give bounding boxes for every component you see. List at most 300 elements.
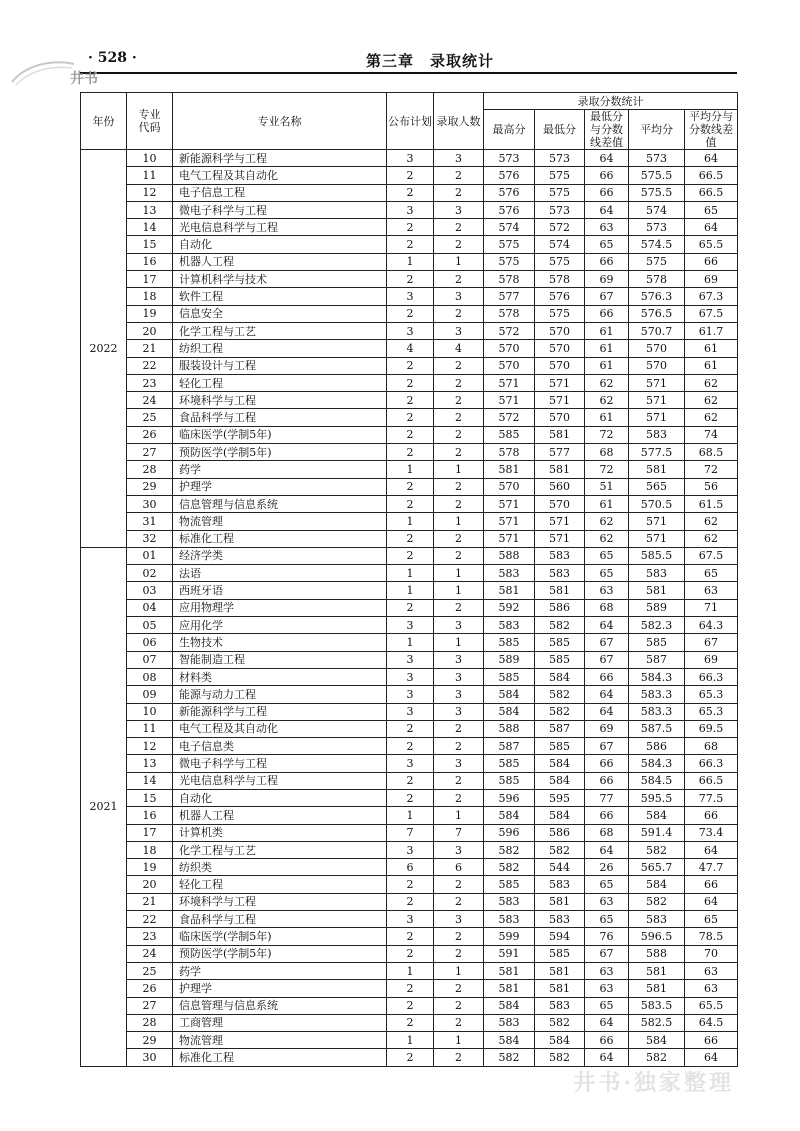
plan-cell: 2 xyxy=(387,772,434,789)
table-row xyxy=(81,997,738,1014)
avg-score-cell: 582 xyxy=(629,1049,685,1066)
avg-diff-cell: 66 xyxy=(685,1032,738,1049)
min-score-cell: 573 xyxy=(535,150,585,167)
code-cell: 20 xyxy=(127,322,173,339)
max-score-cell: 596 xyxy=(484,824,535,841)
min-score-cell: 582 xyxy=(535,1014,585,1031)
code-cell: 16 xyxy=(127,807,173,824)
min-score-cell: 586 xyxy=(535,599,585,616)
admitted-cell: 2 xyxy=(434,530,484,547)
avg-diff-cell: 65.3 xyxy=(685,686,738,703)
code-cell: 26 xyxy=(127,980,173,997)
plan-cell: 3 xyxy=(387,288,434,305)
admitted-cell: 2 xyxy=(434,392,484,409)
plan-cell: 2 xyxy=(387,495,434,512)
min-diff-cell: 61 xyxy=(585,495,629,512)
plan-cell: 2 xyxy=(387,599,434,616)
code-cell: 25 xyxy=(127,962,173,979)
name-cell: 轻化工程 xyxy=(173,374,387,391)
table-row xyxy=(81,150,738,167)
plan-cell: 3 xyxy=(387,322,434,339)
min-diff-cell: 26 xyxy=(585,859,629,876)
name-cell: 物流管理 xyxy=(173,1032,387,1049)
plan-cell: 3 xyxy=(387,755,434,772)
avg-diff-cell: 73.4 xyxy=(685,824,738,841)
name-cell: 材料类 xyxy=(173,668,387,685)
avg-score-cell: 571 xyxy=(629,392,685,409)
plan-cell: 2 xyxy=(387,271,434,288)
name-cell: 能源与动力工程 xyxy=(173,686,387,703)
min-diff-cell: 63 xyxy=(585,582,629,599)
code-cell: 24 xyxy=(127,945,173,962)
name-cell: 新能源科学与工程 xyxy=(173,150,387,167)
min-diff-cell: 64 xyxy=(585,617,629,634)
code-cell: 21 xyxy=(127,893,173,910)
plan-cell: 1 xyxy=(387,565,434,582)
code-cell: 18 xyxy=(127,841,173,858)
min-score-cell: 584 xyxy=(535,772,585,789)
code-cell: 14 xyxy=(127,772,173,789)
table-row xyxy=(81,928,738,945)
max-score-cell: 582 xyxy=(484,859,535,876)
max-score-cell: 575 xyxy=(484,253,535,270)
avg-score-cell: 583 xyxy=(629,911,685,928)
avg-score-cell: 575.5 xyxy=(629,184,685,201)
plan-cell: 2 xyxy=(387,219,434,236)
min-diff-cell: 66 xyxy=(585,772,629,789)
max-score-cell: 573 xyxy=(484,150,535,167)
min-score-cell: 581 xyxy=(535,893,585,910)
admitted-cell: 1 xyxy=(434,962,484,979)
avg-diff-cell: 63 xyxy=(685,980,738,997)
table-row xyxy=(81,841,738,858)
plan-cell: 2 xyxy=(387,997,434,1014)
table-row xyxy=(81,374,738,391)
avg-score-cell: 591.4 xyxy=(629,824,685,841)
table-row xyxy=(81,288,738,305)
admitted-cell: 1 xyxy=(434,1032,484,1049)
avg-diff-cell: 61 xyxy=(685,340,738,357)
avg-diff-cell: 65 xyxy=(685,201,738,218)
code-cell: 11 xyxy=(127,167,173,184)
max-score-cell: 581 xyxy=(484,962,535,979)
avg-score-cell: 595.5 xyxy=(629,789,685,806)
max-score-cell: 576 xyxy=(484,184,535,201)
header-name: 专业名称 xyxy=(173,93,387,150)
min-diff-cell: 65 xyxy=(585,236,629,253)
code-cell: 22 xyxy=(127,911,173,928)
name-cell: 环境科学与工程 xyxy=(173,392,387,409)
avg-score-cell: 573 xyxy=(629,150,685,167)
min-score-cell: 586 xyxy=(535,824,585,841)
code-cell: 06 xyxy=(127,634,173,651)
admitted-cell: 2 xyxy=(434,236,484,253)
plan-cell: 2 xyxy=(387,357,434,374)
name-cell: 微电子科学与工程 xyxy=(173,201,387,218)
avg-score-cell: 570.7 xyxy=(629,322,685,339)
max-score-cell: 574 xyxy=(484,219,535,236)
code-cell: 30 xyxy=(127,1049,173,1066)
admitted-cell: 3 xyxy=(434,911,484,928)
avg-score-cell: 570 xyxy=(629,340,685,357)
name-cell: 预防医学(学制5年) xyxy=(173,945,387,962)
avg-score-cell: 582 xyxy=(629,841,685,858)
avg-score-cell: 583.3 xyxy=(629,703,685,720)
max-score-cell: 584 xyxy=(484,807,535,824)
avg-diff-cell: 64.3 xyxy=(685,617,738,634)
name-cell: 工商管理 xyxy=(173,1014,387,1031)
min-score-cell: 581 xyxy=(535,426,585,443)
plan-cell: 2 xyxy=(387,876,434,893)
max-score-cell: 570 xyxy=(484,357,535,374)
min-score-cell: 584 xyxy=(535,1032,585,1049)
table-row xyxy=(81,824,738,841)
page-number: · 528 · xyxy=(88,50,137,66)
table-row xyxy=(81,807,738,824)
avg-diff-cell: 66.3 xyxy=(685,755,738,772)
table-row xyxy=(81,651,738,668)
table-row xyxy=(81,444,738,461)
avg-diff-cell: 65 xyxy=(685,565,738,582)
avg-score-cell: 584.3 xyxy=(629,668,685,685)
admitted-cell: 6 xyxy=(434,859,484,876)
avg-diff-cell: 66.5 xyxy=(685,167,738,184)
avg-score-cell: 582.5 xyxy=(629,1014,685,1031)
max-score-cell: 596 xyxy=(484,789,535,806)
max-score-cell: 583 xyxy=(484,565,535,582)
name-cell: 环境科学与工程 xyxy=(173,893,387,910)
table-row xyxy=(81,271,738,288)
avg-diff-cell: 69 xyxy=(685,271,738,288)
code-cell: 26 xyxy=(127,426,173,443)
table-row xyxy=(81,219,738,236)
plan-cell: 1 xyxy=(387,807,434,824)
plan-cell: 2 xyxy=(387,928,434,945)
table-row xyxy=(81,478,738,495)
avg-diff-cell: 62 xyxy=(685,513,738,530)
admission-statistics-table xyxy=(80,92,738,1067)
name-cell: 西班牙语 xyxy=(173,582,387,599)
min-diff-cell: 76 xyxy=(585,928,629,945)
max-score-cell: 575 xyxy=(484,236,535,253)
code-cell: 21 xyxy=(127,340,173,357)
code-cell: 29 xyxy=(127,1032,173,1049)
avg-diff-cell: 62 xyxy=(685,392,738,409)
code-cell: 22 xyxy=(127,357,173,374)
min-diff-cell: 64 xyxy=(585,150,629,167)
code-cell: 19 xyxy=(127,305,173,322)
max-score-cell: 571 xyxy=(484,513,535,530)
min-diff-cell: 62 xyxy=(585,530,629,547)
table-row xyxy=(81,720,738,737)
code-cell: 11 xyxy=(127,720,173,737)
header-plan: 公布计划 xyxy=(387,93,434,150)
avg-score-cell: 583 xyxy=(629,426,685,443)
min-score-cell: 570 xyxy=(535,322,585,339)
avg-score-cell: 584.3 xyxy=(629,755,685,772)
table-row xyxy=(81,201,738,218)
table-row xyxy=(81,513,738,530)
max-score-cell: 584 xyxy=(484,686,535,703)
plan-cell: 2 xyxy=(387,1049,434,1066)
plan-cell: 2 xyxy=(387,184,434,201)
avg-diff-cell: 77.5 xyxy=(685,789,738,806)
name-cell: 生物技术 xyxy=(173,634,387,651)
avg-score-cell: 570.5 xyxy=(629,495,685,512)
max-score-cell: 581 xyxy=(484,461,535,478)
name-cell: 电气工程及其自动化 xyxy=(173,167,387,184)
min-diff-cell: 67 xyxy=(585,738,629,755)
plan-cell: 1 xyxy=(387,634,434,651)
admitted-cell: 2 xyxy=(434,495,484,512)
avg-diff-cell: 62 xyxy=(685,530,738,547)
max-score-cell: 571 xyxy=(484,495,535,512)
table-row xyxy=(81,392,738,409)
min-score-cell: 577 xyxy=(535,444,585,461)
max-score-cell: 588 xyxy=(484,547,535,564)
plan-cell: 3 xyxy=(387,686,434,703)
name-cell: 微电子科学与工程 xyxy=(173,755,387,772)
avg-diff-cell: 72 xyxy=(685,461,738,478)
plan-cell: 2 xyxy=(387,789,434,806)
avg-score-cell: 581 xyxy=(629,962,685,979)
name-cell: 法语 xyxy=(173,565,387,582)
min-diff-cell: 63 xyxy=(585,219,629,236)
code-cell: 32 xyxy=(127,530,173,547)
avg-score-cell: 583 xyxy=(629,565,685,582)
plan-cell: 2 xyxy=(387,980,434,997)
max-score-cell: 581 xyxy=(484,980,535,997)
year-cell: 2022 xyxy=(81,150,127,548)
code-cell: 23 xyxy=(127,374,173,391)
avg-score-cell: 586 xyxy=(629,738,685,755)
max-score-cell: 585 xyxy=(484,634,535,651)
min-diff-cell: 67 xyxy=(585,634,629,651)
name-cell: 纺织工程 xyxy=(173,340,387,357)
min-score-cell: 574 xyxy=(535,236,585,253)
min-score-cell: 575 xyxy=(535,167,585,184)
avg-diff-cell: 65 xyxy=(685,911,738,928)
avg-diff-cell: 74 xyxy=(685,426,738,443)
plan-cell: 3 xyxy=(387,703,434,720)
min-score-cell: 585 xyxy=(535,651,585,668)
avg-score-cell: 565.7 xyxy=(629,859,685,876)
min-diff-cell: 64 xyxy=(585,201,629,218)
avg-diff-cell: 63 xyxy=(685,962,738,979)
max-score-cell: 599 xyxy=(484,928,535,945)
table-row xyxy=(81,738,738,755)
min-score-cell: 583 xyxy=(535,997,585,1014)
code-cell: 13 xyxy=(127,755,173,772)
admitted-cell: 2 xyxy=(434,184,484,201)
code-cell: 16 xyxy=(127,253,173,270)
min-score-cell: 544 xyxy=(535,859,585,876)
admitted-cell: 3 xyxy=(434,755,484,772)
min-diff-cell: 66 xyxy=(585,807,629,824)
min-score-cell: 570 xyxy=(535,357,585,374)
max-score-cell: 583 xyxy=(484,911,535,928)
table-row xyxy=(81,461,738,478)
name-cell: 信息管理与信息系统 xyxy=(173,495,387,512)
avg-score-cell: 575 xyxy=(629,253,685,270)
plan-cell: 2 xyxy=(387,893,434,910)
max-score-cell: 585 xyxy=(484,755,535,772)
admitted-cell: 1 xyxy=(434,582,484,599)
min-score-cell: 570 xyxy=(535,409,585,426)
min-diff-cell: 65 xyxy=(585,997,629,1014)
name-cell: 药学 xyxy=(173,461,387,478)
max-score-cell: 581 xyxy=(484,582,535,599)
admitted-cell: 2 xyxy=(434,599,484,616)
name-cell: 应用物理学 xyxy=(173,599,387,616)
avg-score-cell: 571 xyxy=(629,513,685,530)
plan-cell: 7 xyxy=(387,824,434,841)
admitted-cell: 2 xyxy=(434,444,484,461)
name-cell: 护理学 xyxy=(173,980,387,997)
table-row xyxy=(81,1032,738,1049)
code-cell: 25 xyxy=(127,409,173,426)
max-score-cell: 589 xyxy=(484,651,535,668)
avg-diff-cell: 66 xyxy=(685,807,738,824)
code-cell: 31 xyxy=(127,513,173,530)
avg-score-cell: 583.5 xyxy=(629,997,685,1014)
max-score-cell: 572 xyxy=(484,409,535,426)
min-diff-cell: 64 xyxy=(585,686,629,703)
table-row xyxy=(81,1049,738,1066)
min-score-cell: 575 xyxy=(535,253,585,270)
code-cell: 02 xyxy=(127,565,173,582)
min-score-cell: 560 xyxy=(535,478,585,495)
admitted-cell: 2 xyxy=(434,547,484,564)
name-cell: 光电信息科学与工程 xyxy=(173,219,387,236)
code-cell: 27 xyxy=(127,997,173,1014)
min-diff-cell: 61 xyxy=(585,409,629,426)
admitted-cell: 2 xyxy=(434,219,484,236)
max-score-cell: 582 xyxy=(484,1049,535,1066)
min-score-cell: 582 xyxy=(535,1049,585,1066)
avg-diff-cell: 61 xyxy=(685,357,738,374)
table-row xyxy=(81,167,738,184)
max-score-cell: 584 xyxy=(484,1032,535,1049)
avg-diff-cell: 61.5 xyxy=(685,495,738,512)
name-cell: 经济学类 xyxy=(173,547,387,564)
table-row xyxy=(81,426,738,443)
name-cell: 标准化工程 xyxy=(173,1049,387,1066)
min-score-cell: 582 xyxy=(535,703,585,720)
table-row xyxy=(81,755,738,772)
admitted-cell: 2 xyxy=(434,893,484,910)
table-row xyxy=(81,236,738,253)
code-cell: 27 xyxy=(127,444,173,461)
admitted-cell: 3 xyxy=(434,686,484,703)
watermark-text: 井书·独家整理 xyxy=(573,1070,734,1096)
min-score-cell: 581 xyxy=(535,980,585,997)
min-diff-cell: 62 xyxy=(585,513,629,530)
name-cell: 新能源科学与工程 xyxy=(173,703,387,720)
chapter-title: 第三章 录取统计 xyxy=(365,52,494,70)
min-score-cell: 571 xyxy=(535,530,585,547)
avg-diff-cell: 68 xyxy=(685,738,738,755)
header-rule xyxy=(80,72,737,74)
avg-diff-cell: 64.5 xyxy=(685,1014,738,1031)
table-row xyxy=(81,962,738,979)
plan-cell: 2 xyxy=(387,392,434,409)
header-min-diff: 最低分与分数线差值 xyxy=(585,110,629,150)
admitted-cell: 2 xyxy=(434,997,484,1014)
min-score-cell: 571 xyxy=(535,392,585,409)
max-score-cell: 571 xyxy=(484,530,535,547)
plan-cell: 3 xyxy=(387,617,434,634)
plan-cell: 2 xyxy=(387,547,434,564)
max-score-cell: 585 xyxy=(484,772,535,789)
plan-cell: 2 xyxy=(387,478,434,495)
min-score-cell: 594 xyxy=(535,928,585,945)
avg-score-cell: 584 xyxy=(629,876,685,893)
avg-score-cell: 589 xyxy=(629,599,685,616)
min-diff-cell: 63 xyxy=(585,962,629,979)
min-diff-cell: 67 xyxy=(585,651,629,668)
max-score-cell: 572 xyxy=(484,322,535,339)
header-min: 最低分 xyxy=(535,110,585,150)
min-score-cell: 585 xyxy=(535,634,585,651)
avg-score-cell: 596.5 xyxy=(629,928,685,945)
avg-diff-cell: 68.5 xyxy=(685,444,738,461)
plan-cell: 2 xyxy=(387,167,434,184)
table-row xyxy=(81,409,738,426)
plan-cell: 4 xyxy=(387,340,434,357)
admitted-cell: 2 xyxy=(434,980,484,997)
table-row xyxy=(81,911,738,928)
max-score-cell: 578 xyxy=(484,271,535,288)
avg-diff-cell: 64 xyxy=(685,893,738,910)
avg-score-cell: 584.5 xyxy=(629,772,685,789)
max-score-cell: 588 xyxy=(484,720,535,737)
plan-cell: 1 xyxy=(387,253,434,270)
header-year: 年份 xyxy=(81,93,127,150)
max-score-cell: 578 xyxy=(484,444,535,461)
table-row xyxy=(81,634,738,651)
avg-score-cell: 565 xyxy=(629,478,685,495)
header-code: 专业 代码 xyxy=(127,93,173,150)
min-diff-cell: 72 xyxy=(585,426,629,443)
min-diff-cell: 68 xyxy=(585,824,629,841)
avg-diff-cell: 66 xyxy=(685,253,738,270)
code-cell: 18 xyxy=(127,288,173,305)
avg-diff-cell: 65.5 xyxy=(685,236,738,253)
header-max: 最高分 xyxy=(484,110,535,150)
name-cell: 轻化工程 xyxy=(173,876,387,893)
code-cell: 15 xyxy=(127,789,173,806)
admitted-cell: 2 xyxy=(434,789,484,806)
admitted-cell: 1 xyxy=(434,253,484,270)
min-diff-cell: 65 xyxy=(585,911,629,928)
plan-cell: 3 xyxy=(387,651,434,668)
plan-cell: 3 xyxy=(387,201,434,218)
name-cell: 临床医学(学制5年) xyxy=(173,426,387,443)
min-diff-cell: 77 xyxy=(585,789,629,806)
avg-diff-cell: 66 xyxy=(685,876,738,893)
avg-score-cell: 587.5 xyxy=(629,720,685,737)
avg-diff-cell: 56 xyxy=(685,478,738,495)
avg-diff-cell: 67 xyxy=(685,634,738,651)
avg-score-cell: 571 xyxy=(629,374,685,391)
header-admitted: 录取人数 xyxy=(434,93,484,150)
avg-score-cell: 571 xyxy=(629,530,685,547)
avg-diff-cell: 64 xyxy=(685,841,738,858)
plan-cell: 3 xyxy=(387,911,434,928)
avg-score-cell: 574 xyxy=(629,201,685,218)
admitted-cell: 1 xyxy=(434,513,484,530)
